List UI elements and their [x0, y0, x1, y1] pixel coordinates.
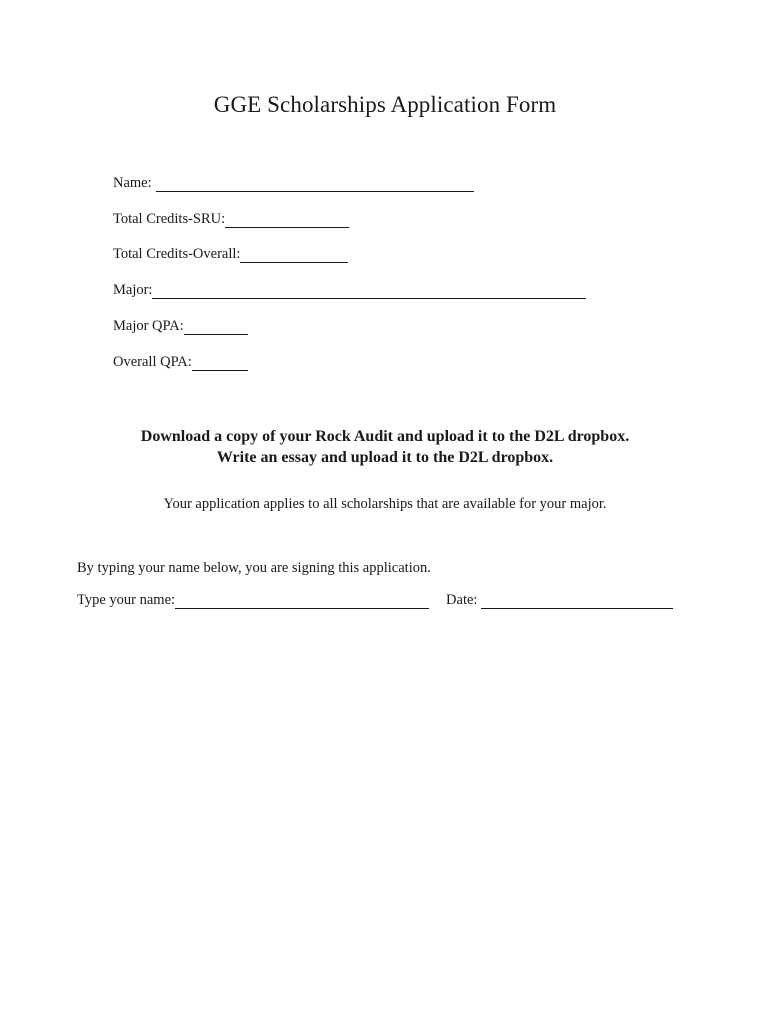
credits-sru-input-line[interactable] [225, 213, 349, 228]
name-label: Name: [113, 175, 152, 191]
name-field [113, 175, 474, 192]
upload-instructions [0, 426, 770, 468]
page-title: GGE Scholarships Application Form [213, 92, 557, 117]
applies-note: Your application applies to all scholarships that are available for your major. [163, 496, 607, 512]
major-field [113, 282, 586, 299]
instruction-rock-audit: Download a copy of your Rock Audit and upload it to the D2L dropbox. [140, 428, 630, 445]
date-input-line[interactable] [481, 594, 673, 609]
major-input-line[interactable] [152, 284, 586, 299]
name-input-line[interactable] [156, 177, 474, 192]
overall-qpa-label: Overall QPA: [113, 354, 192, 370]
credits-overall-input-line[interactable] [240, 248, 348, 263]
major-label: Major: [113, 282, 153, 298]
date-label: Date: [446, 592, 478, 608]
credits-overall-label: Total Credits-Overall: [113, 246, 241, 262]
credits-sru-field [113, 211, 349, 228]
credits-sru-label: Total Credits-SRU: [113, 211, 226, 227]
major-qpa-input-line[interactable] [184, 320, 248, 335]
overall-qpa-field [113, 354, 248, 371]
instruction-essay: Write an essay and upload it to the D2L dropbox. [216, 449, 554, 466]
signing-note: By typing your name below, you are signing this application. [77, 560, 431, 576]
type-name-label: Type your name: [77, 592, 176, 608]
major-qpa-label: Major QPA: [113, 318, 184, 334]
signature-row [77, 592, 673, 609]
major-qpa-field [113, 318, 248, 335]
credits-overall-field [113, 246, 348, 263]
type-name-input-line[interactable] [175, 594, 429, 609]
overall-qpa-input-line[interactable] [192, 356, 248, 371]
